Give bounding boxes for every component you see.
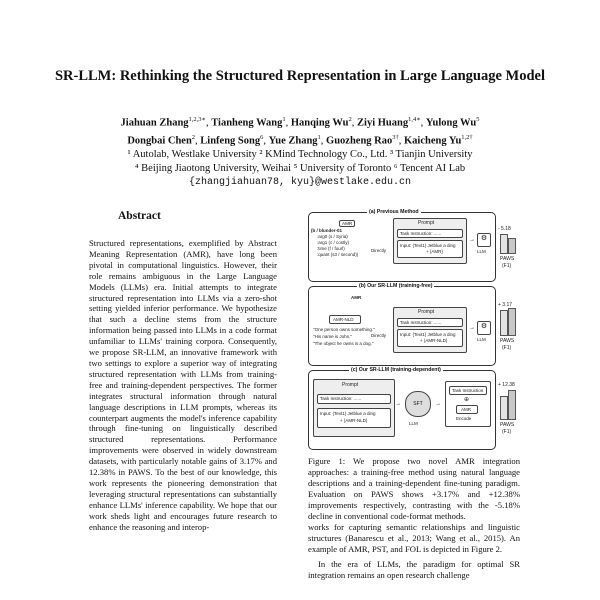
author-name: Kaicheng Yu <box>404 135 462 146</box>
author-name: Yue Zhang <box>268 135 318 146</box>
bar-c-value <box>508 390 516 420</box>
amr-nld-label: AMR-NLD <box>333 317 354 322</box>
author-name: Jiahuan Zhang <box>120 117 189 129</box>
f1-label-a: (F1) <box>502 263 512 269</box>
paws-label-b: PAWS <box>500 338 515 344</box>
prompt-box-a <box>393 218 467 264</box>
nld-sentence-3: "The object he owns is a dog." <box>313 341 374 346</box>
right-column-body <box>308 522 520 581</box>
amr-label-b: AMR <box>351 295 362 300</box>
bar-a-base <box>500 234 508 254</box>
affiliations-line-2: ⁴ Beijing Jiaotong University, Weihai ⁵ University of Toronto ⁶ Tencent AI Lab <box>134 163 466 174</box>
sft-circle <box>405 391 431 417</box>
prompt-label-c: Prompt <box>342 382 359 388</box>
bar-b-value <box>508 308 516 336</box>
author-affiliation-mark: 1 <box>282 116 286 123</box>
arrow-icon-c: → <box>395 401 401 407</box>
panel-b-title: (b) Our SR-LLM (training-free) <box>359 283 433 289</box>
plus-icon-c: ⊕ <box>464 397 470 403</box>
input-line-c: Input: {Text1} Jetblue a ding <box>320 411 376 416</box>
task-instruction-c <box>317 394 391 404</box>
input-box-b <box>397 329 463 347</box>
amr-code-line-1: (b / blunder-01 <box>311 228 343 233</box>
encode-label: Encode <box>456 416 472 421</box>
prompt-box-c <box>313 379 395 437</box>
author-affiliation-mark: 1,4∗ <box>408 116 421 123</box>
directly-label-b: Directly <box>371 333 387 338</box>
input-nld-b: + {AMR-NLD} <box>420 338 448 343</box>
task-instruction-c-text: Task Instruction: ...... <box>320 396 362 401</box>
author-name: Hanqing Wu <box>290 117 349 129</box>
right-paragraph-1: works for capturing semantic relationships and linguistic structures (Banarescu et al., 2013; Wang et al., 2015). An example of AMR, PST, and FOL is depicted in Figure 2. <box>308 522 520 554</box>
paper-title: SR-LLM: Rethinking the Structured Representation in Large Language Model <box>54 68 546 84</box>
prompt-box-b <box>393 307 467 353</box>
author-name: Linfeng Song <box>200 135 261 146</box>
author-name: Dongbai Chen <box>127 135 192 146</box>
panel-c-title: (c) Our SR-LLM (training-dependent) <box>351 367 441 373</box>
task-instruction-b-text: Task Instruction: ...... <box>400 320 442 325</box>
input-line-b: Input: {Text1} Jetblue a ding <box>400 332 456 337</box>
amr-code-line-4: :time (f / fourl) <box>317 246 345 251</box>
delta-a: - 5.18 <box>498 226 511 232</box>
prompt-label-b: Prompt <box>418 309 435 315</box>
input-box-a <box>397 240 463 258</box>
panel-training-free <box>308 283 496 366</box>
abstract-text: Structured representations, exemplified by Abstract Meaning Representation (AMR), have long been pivotal in computational linguistics. However, their role remains ambiguous in the Large Language Models (LLMs) era. Initial attempts to integrate structured representation into LLMs via a zero-shot setting yielded inferior performance. We hypothesize that such a decline stems from the structure information being passed into LLMs in a code format unfamiliar to LLMs' training corpora. Consequently, we propose SR-LLM, an innovative framework with two settings to explore a superior way of integrating structured representation with LLMs from training-free and training-dependent perspectives. The former integrates structural information through natural language descriptions in LLM prompts, whereas its counterpart augments the model's inference capability through fine-tuning on linguistically described structured representations. Performance improvements were observed in widely downstream datasets, with particularly notable gains of 3.17% and 12.38% in PAWS. To the best of our knowledge, this work represents the pioneering demonstration that leveraging structural representations can substantially enhance LLMs' inference capability. We hope that our work sheds light and encourages future research to enhance the reasoning and interop- <box>89 238 277 532</box>
email-address: {zhangjiahuan78, kyu}@westlake.edu.cn <box>188 177 412 188</box>
nld-sentence-1: "One person owns something." <box>313 327 375 332</box>
affiliations-line-1: ¹ Autolab, Westlake University ² KMind Technology Co., Ltd. ³ Tianjin University <box>127 149 473 160</box>
task-instruction-c-short <box>449 386 487 395</box>
abstract-heading: Abstract <box>118 210 161 222</box>
authors-line-2: Dongbai Chen$^2$, Linfeng Song$^6$, Yue Zhang$^1$, Guozheng Rao$^{3\dagger}$, Kaicheng $Yu^{1,2\dagger}$ <box>127 133 473 146</box>
encode-box <box>445 381 491 427</box>
arrow-icon-b: → <box>469 325 475 331</box>
author-affiliation-mark: 3† <box>392 133 399 141</box>
arrow-icon-a: → <box>469 237 475 243</box>
figure-caption: Figure 1: We propose two novel AMR integration approaches: a training-free method using natural language descriptions and a training-dependent fine-tuning paradigm. Evaluation on PAWS shows +3.17% and +12.38% improvements respectively, contrasting with the -5.18% decline in conventional code-format methods. <box>308 456 520 521</box>
author-affiliation-mark: 2 <box>348 116 352 123</box>
sft-label: SFT <box>413 401 423 407</box>
amr-code-line-2: :arg0 (s / Syria) <box>317 234 348 239</box>
task-instruction-short-text: Task Instruction <box>452 388 484 393</box>
author-affiliation-mark: 1,2,3∗ <box>188 116 206 123</box>
directly-label-a: Directly <box>371 248 387 253</box>
amr-tag-c <box>456 405 478 414</box>
author-affiliation-mark: 5 <box>476 116 480 123</box>
author-name: Ziyi Huang <box>357 117 409 129</box>
amr-label: AMR <box>342 221 353 226</box>
author-affiliation-mark: 6 <box>260 133 264 141</box>
robot-icon-b: ⚙ <box>477 321 491 335</box>
author-name: Yulong Wu <box>425 117 477 129</box>
arrow-icon-c2: → <box>435 401 441 407</box>
amr-code-line-5: :quant (s3 / second)) <box>317 252 359 257</box>
amr-nld-tag <box>329 315 361 324</box>
panel-training-dependent <box>308 367 496 450</box>
input-amr-a: + {AMR} <box>426 249 443 254</box>
input-box-c <box>317 408 391 428</box>
bar-c-base <box>500 396 508 420</box>
panel-previous-method <box>308 209 496 282</box>
f1-label-c: (F1) <box>502 429 512 435</box>
paws-label-a: PAWS <box>500 256 515 262</box>
task-instruction-b <box>397 318 463 327</box>
delta-b: + 3.17 <box>498 302 513 308</box>
figure-1 <box>304 206 522 451</box>
author-affiliation-mark: 2 <box>191 133 196 141</box>
amr-label-c: AMR <box>461 407 471 412</box>
task-instruction-a <box>397 229 463 238</box>
nld-sentence-2: "His name is John." <box>313 334 352 339</box>
llm-label-c: LLM <box>409 421 418 426</box>
author-block <box>30 113 570 190</box>
input-nld-c: + {AMR-NLD} <box>340 418 368 423</box>
author-affiliation-mark: 1,2† <box>461 133 473 141</box>
llm-label-b: LLM <box>477 337 486 342</box>
author-name: Tianheng Wang <box>211 117 283 129</box>
paws-label-c: PAWS <box>500 422 515 428</box>
llm-label-a: LLM <box>477 249 486 254</box>
author-affiliation-mark: 1 <box>317 133 321 141</box>
amr-code-line-3: :arg1 (c / costly) <box>317 240 350 245</box>
f1-label-b: (F1) <box>502 345 512 351</box>
authors-line-1: Jiahuan Zhang$^{1,2,3∗}$, Tianheng Wang$^1$, Hanqing Wu$^2$, Ziyi Huang$^{1,4∗}$, Yulong Wu$^5$ <box>120 116 480 129</box>
robot-icon-a: ⚙ <box>477 233 491 247</box>
bar-b-base <box>500 310 508 336</box>
panel-a-title: (a) Previous Method <box>369 209 419 215</box>
delta-c: + 12.38 <box>498 382 515 388</box>
author-name: Guozheng Rao <box>326 135 393 146</box>
task-instruction-a-text: Task Instruction: ...... <box>400 231 442 236</box>
prompt-label-a: Prompt <box>418 220 435 226</box>
input-line-a: Input: {Text1} Jetblue a ding <box>400 243 456 248</box>
right-paragraph-2: In the era of LLMs, the paradigm for optimal SR integration remains an open research challenge <box>308 558 520 580</box>
bar-a-value <box>508 238 516 254</box>
amr-tag <box>339 220 355 227</box>
